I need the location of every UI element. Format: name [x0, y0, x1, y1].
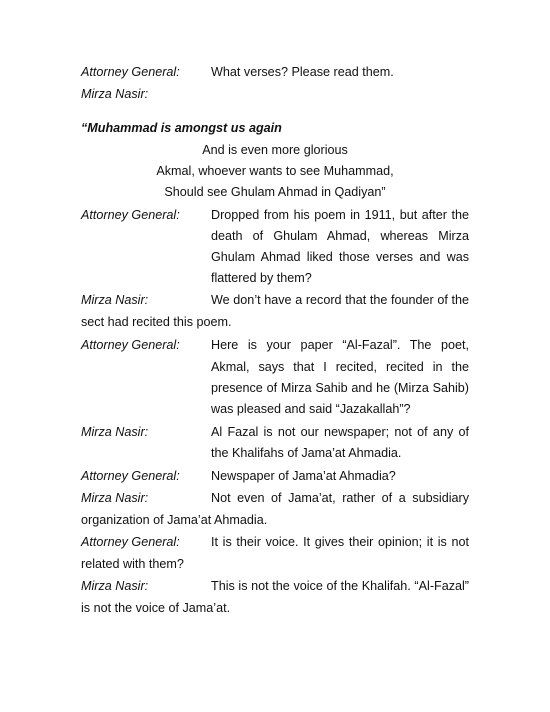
- speaker-label: Mirza Nasir:: [81, 491, 149, 505]
- dialogue-text: organization of Jama’at Ahmadia.: [81, 513, 268, 527]
- dialogue-text: Newspaper of Jama’at Ahmadia?: [211, 469, 396, 483]
- speaker-label: Attorney General:: [81, 469, 180, 483]
- poem-heading: “Muhammad is amongst us again: [81, 121, 282, 135]
- speaker-label: Mirza Nasir:: [81, 579, 149, 593]
- dialogue-text: sect had recited this poem.: [81, 315, 232, 329]
- dialogue-text: death of Ghulam Ahmad, whereas Mirza: [211, 229, 469, 243]
- dialogue-text: Not even of Jama’at, rather of a subsidiary: [211, 491, 469, 505]
- speaker-label: Attorney General:: [81, 338, 180, 352]
- dialogue-text: Al Fazal is not our newspaper; not of any of: [211, 425, 469, 439]
- dialogue-text: was pleased and said “Jazakallah”?: [211, 402, 411, 416]
- speaker-label: Mirza Nasir:: [81, 87, 149, 101]
- dialogue-text: Dropped from his poem in 1911, but after the: [211, 208, 469, 222]
- speaker-label: Attorney General:: [81, 535, 180, 549]
- dialogue-text: flattered by them?: [211, 271, 312, 285]
- poem-line: Should see Ghulam Ahmad in Qadiyan”: [164, 185, 386, 199]
- dialogue-text: presence of Mirza Sahib and he (Mirza Sahib): [211, 381, 469, 395]
- dialogue-text: is not the voice of Jama’at.: [81, 601, 231, 615]
- dialogue-text: Here is your paper “Al-Fazal”. The poet,: [211, 338, 469, 352]
- dialogue-text: We don’t have a record that the founder of the: [211, 293, 469, 307]
- dialogue-text: Akmal, says that I recited, recited in the: [211, 360, 469, 374]
- poem-line: And is even more glorious: [202, 143, 348, 157]
- dialogue-text: related with them?: [81, 557, 184, 571]
- dialogue-text: It is their voice. It gives their opinion; it is not: [211, 535, 469, 549]
- dialogue-text: Ghulam Ahmad liked those verses and was: [211, 250, 469, 264]
- dialogue-text: the Khalifahs of Jama’at Ahmadia.: [211, 446, 402, 460]
- speaker-label: Attorney General:: [81, 208, 180, 222]
- poem-line: Akmal, whoever wants to see Muhammad,: [156, 164, 394, 178]
- speaker-label: Attorney General:: [81, 65, 180, 79]
- dialogue-text: What verses? Please read them.: [211, 65, 394, 79]
- dialogue-text: This is not the voice of the Khalifah. “Al-Fazal”: [211, 579, 469, 593]
- speaker-label: Mirza Nasir:: [81, 425, 149, 439]
- speaker-label: Mirza Nasir:: [81, 293, 149, 307]
